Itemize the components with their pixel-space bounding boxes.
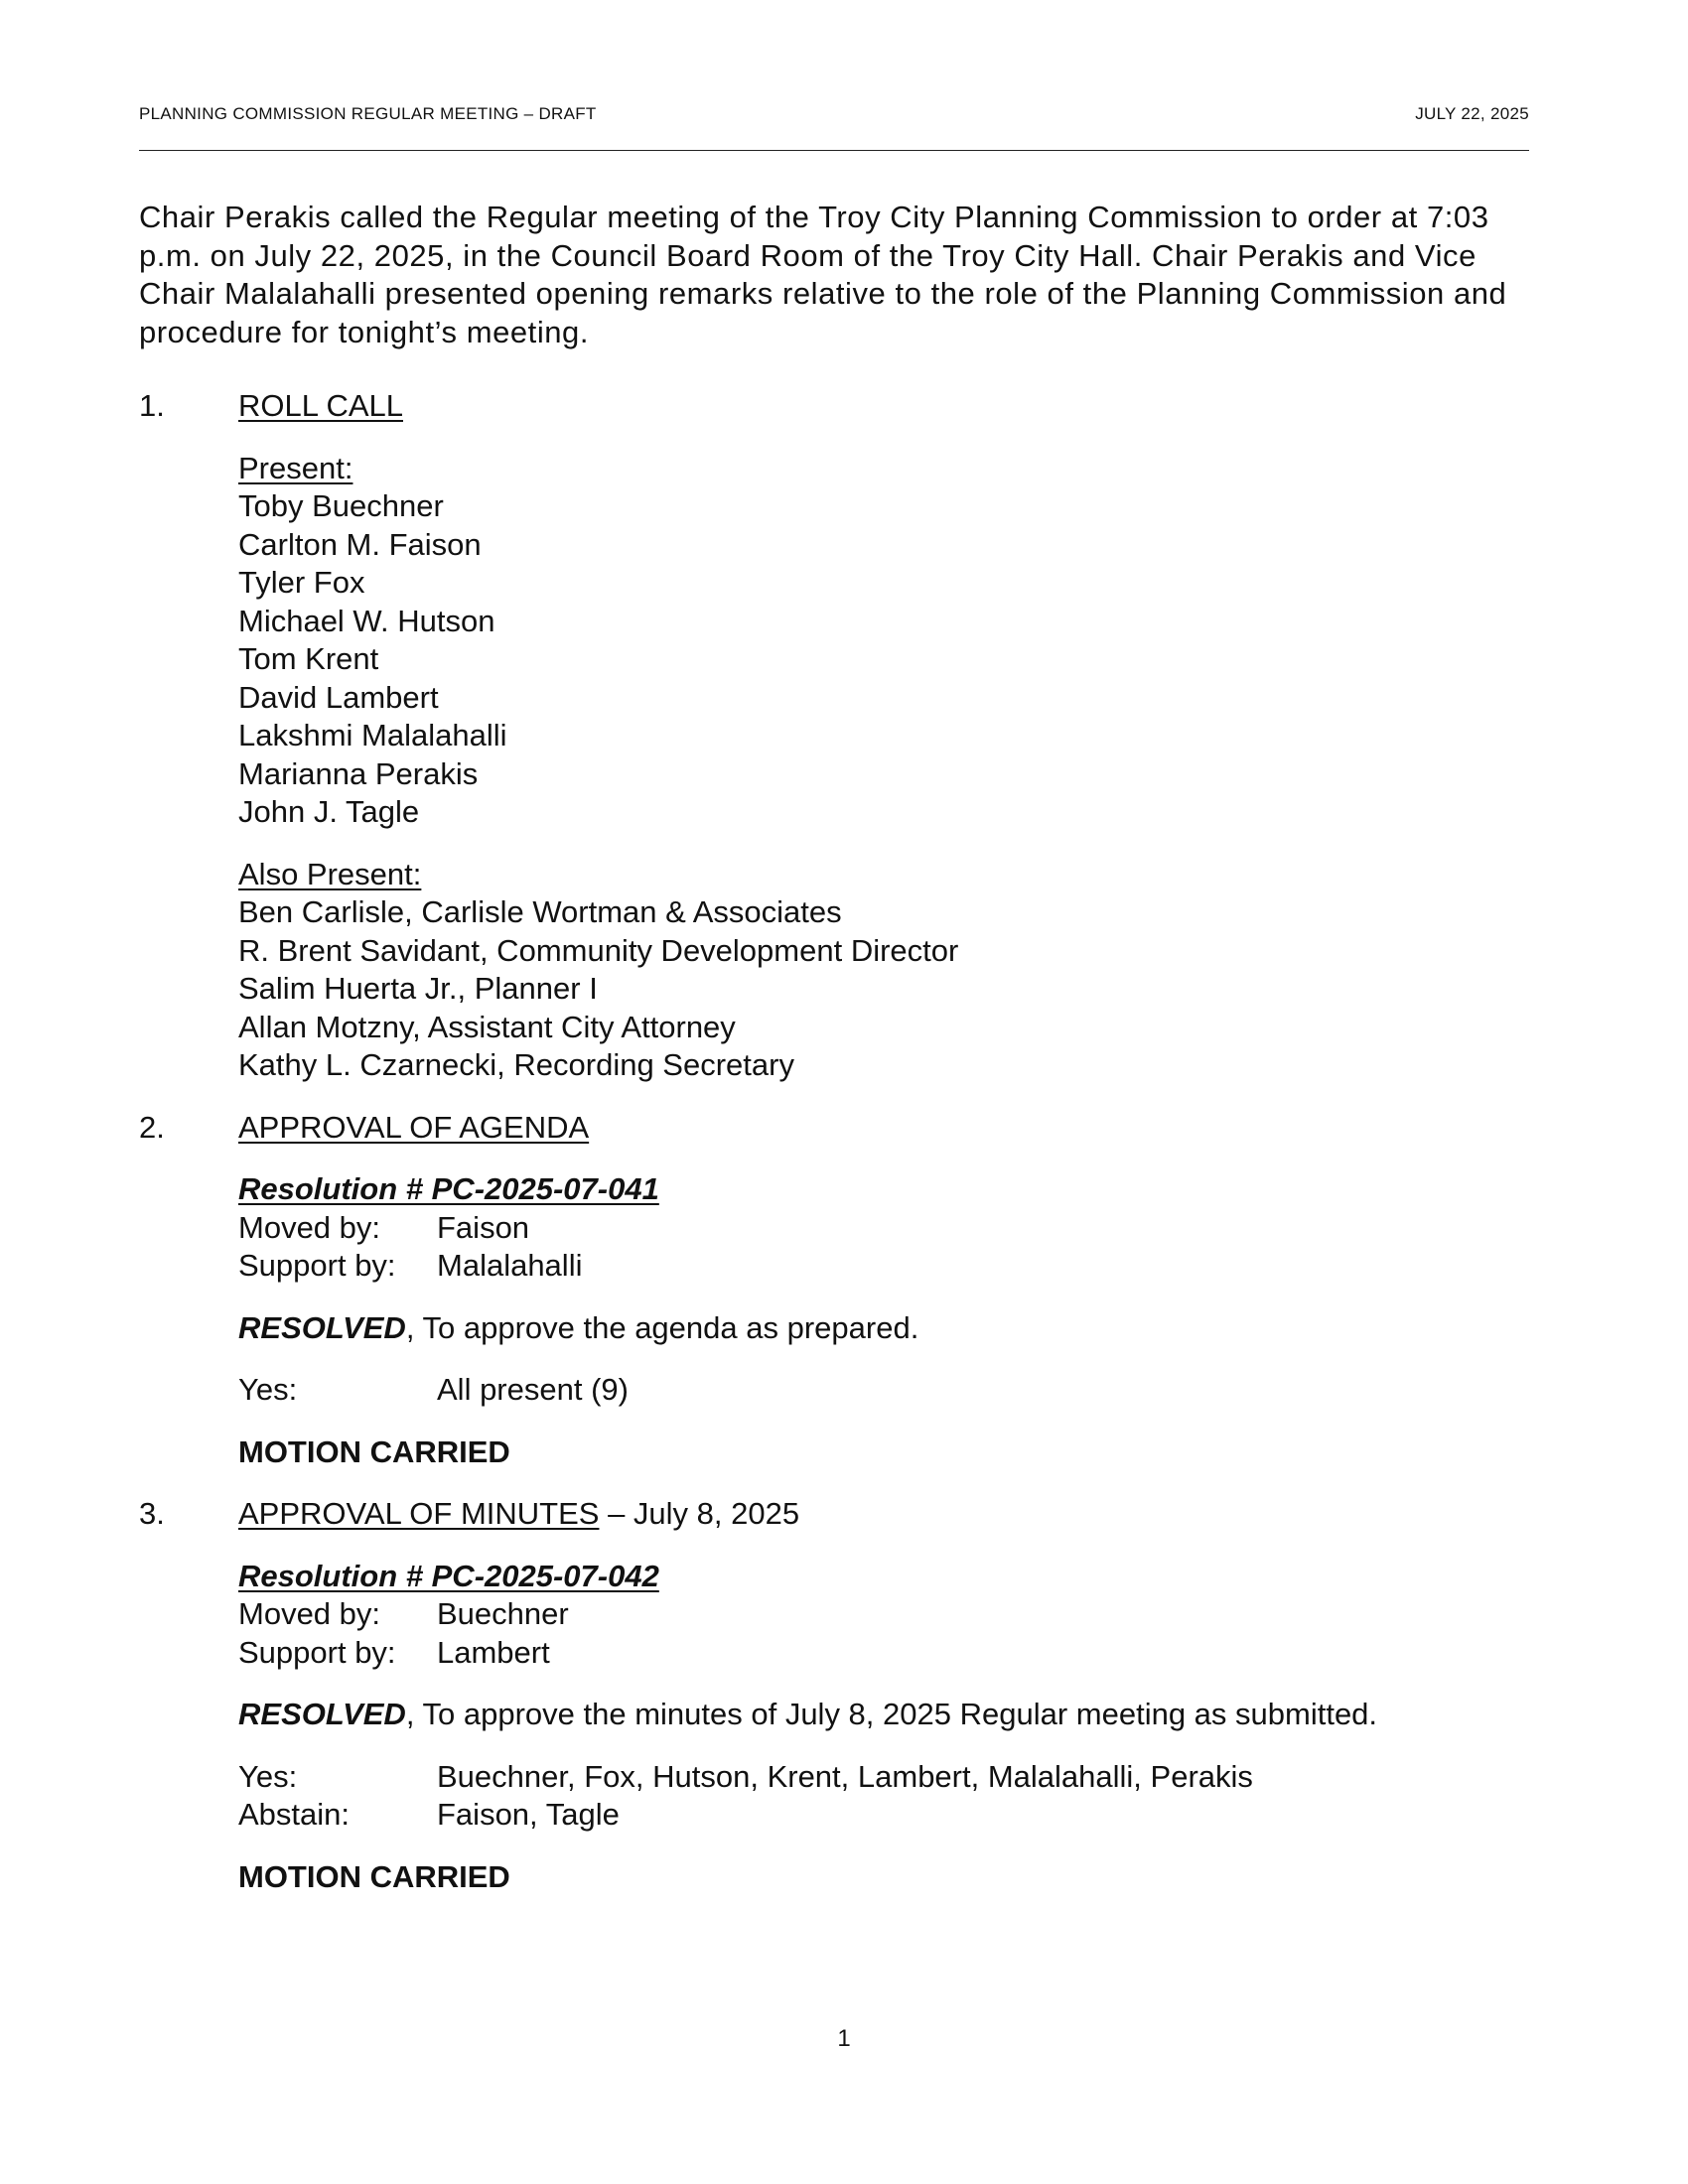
abstain-row <box>238 1796 1549 1835</box>
present-label: Present: <box>238 450 353 485</box>
vote-block <box>238 1758 1549 1835</box>
list-item: Tyler Fox <box>238 565 365 600</box>
list-item: Marianna Perakis <box>238 755 479 791</box>
list-item: R. Brent Savidant, Community Development Director <box>238 932 959 968</box>
header-date: JULY 22, 2025 <box>1415 104 1529 123</box>
moved-by-row <box>238 1209 1549 1248</box>
section-title: APPROVAL OF MINUTES <box>238 1496 600 1531</box>
list-item: Kathy L. Czarnecki, Recording Secretary <box>238 1047 794 1082</box>
list-item: Allan Motzny, Assistant City Attorney <box>238 1009 736 1044</box>
moved-by-label: Moved by: <box>238 1596 381 1631</box>
resolved-label: RESOLVED <box>238 1309 406 1345</box>
moved-by-value: Faison <box>437 1209 530 1245</box>
support-by-label: Support by: <box>238 1634 396 1670</box>
list-item: David Lambert <box>238 679 439 715</box>
section-roll-call <box>139 387 1549 1085</box>
yes-value: Buechner, Fox, Hutson, Krent, Lambert, Malalahalli, Perakis <box>437 1758 1253 1794</box>
list-item: Salim Huerta Jr., Planner I <box>238 971 598 1006</box>
vote-block <box>238 1371 1549 1410</box>
header-divider <box>139 150 1529 151</box>
support-by-value: Lambert <box>437 1634 550 1670</box>
present-list <box>238 450 1549 832</box>
resolved-statement <box>238 1309 1549 1348</box>
yes-row <box>238 1371 1549 1410</box>
resolved-label: RESOLVED <box>238 1697 406 1731</box>
support-by-value: Malalahalli <box>437 1248 583 1283</box>
section-title: ROLL CALL <box>238 388 403 423</box>
resolved-text: , To approve the agenda as prepared. <box>405 1309 919 1345</box>
support-by-row <box>238 1634 1549 1673</box>
moved-by-row <box>238 1595 1549 1634</box>
list-item: Toby Buechner <box>238 488 444 523</box>
section-title: APPROVAL OF AGENDA <box>238 1109 590 1145</box>
list-item: Tom Krent <box>238 641 379 676</box>
list-item: Lakshmi Malalahalli <box>238 718 507 752</box>
support-by-row <box>238 1247 1549 1286</box>
section-number: 2. <box>139 1109 165 1145</box>
list-item: Carlton M. Faison <box>238 526 482 562</box>
intro-paragraph: Chair Perakis called the Regular meeting of the Troy City Planning Commission to order at 7:03 p.m. on July 22, 2025, in the Council Board Room of the Troy City Hall. Chair Perakis and Vice Chair Malalahalli presented opening remarks relative to the role of the Planning Commission and procedure for tonight’s meeting. <box>139 200 1507 349</box>
section-approval-of-agenda <box>139 1109 1549 1472</box>
resolution-block <box>238 1170 1549 1286</box>
list-item: Ben Carlisle, Carlisle Wortman & Associates <box>238 894 842 929</box>
section-number: 3. <box>139 1496 165 1531</box>
motion-status: MOTION CARRIED <box>238 1433 510 1469</box>
section-number: 1. <box>139 388 165 423</box>
resolved-text: , To approve the minutes of July 8, 2025 Regular meeting as submitted. <box>405 1697 1378 1731</box>
list-item: John J. Tagle <box>238 794 420 829</box>
page-number: 1 <box>837 2025 851 2052</box>
resolved-statement <box>238 1696 1549 1734</box>
section-title-date: – July 8, 2025 <box>599 1496 800 1531</box>
resolution-block <box>238 1558 1549 1673</box>
section-approval-of-minutes <box>139 1495 1549 1896</box>
document-body <box>139 199 1549 1920</box>
motion-status: MOTION CARRIED <box>238 1858 510 1894</box>
yes-value: All present (9) <box>437 1372 629 1407</box>
yes-label: Yes: <box>238 1758 298 1794</box>
also-present-list <box>238 856 1549 1085</box>
page-header <box>139 104 1529 124</box>
also-present-label: Also Present: <box>238 856 422 891</box>
moved-by-label: Moved by: <box>238 1209 381 1245</box>
yes-row <box>238 1758 1549 1797</box>
abstain-label: Abstain: <box>238 1797 351 1832</box>
resolution-number: Resolution # PC-2025-07-041 <box>238 1171 659 1206</box>
yes-label: Yes: <box>238 1372 298 1407</box>
section-title-row <box>238 1495 1549 1534</box>
moved-by-value: Buechner <box>437 1596 569 1631</box>
list-item: Michael W. Hutson <box>238 603 495 638</box>
header-title: PLANNING COMMISSION REGULAR MEETING – DRAFT <box>139 104 597 123</box>
abstain-value: Faison, Tagle <box>437 1797 620 1832</box>
resolution-number: Resolution # PC-2025-07-042 <box>238 1558 659 1593</box>
support-by-label: Support by: <box>238 1248 396 1283</box>
